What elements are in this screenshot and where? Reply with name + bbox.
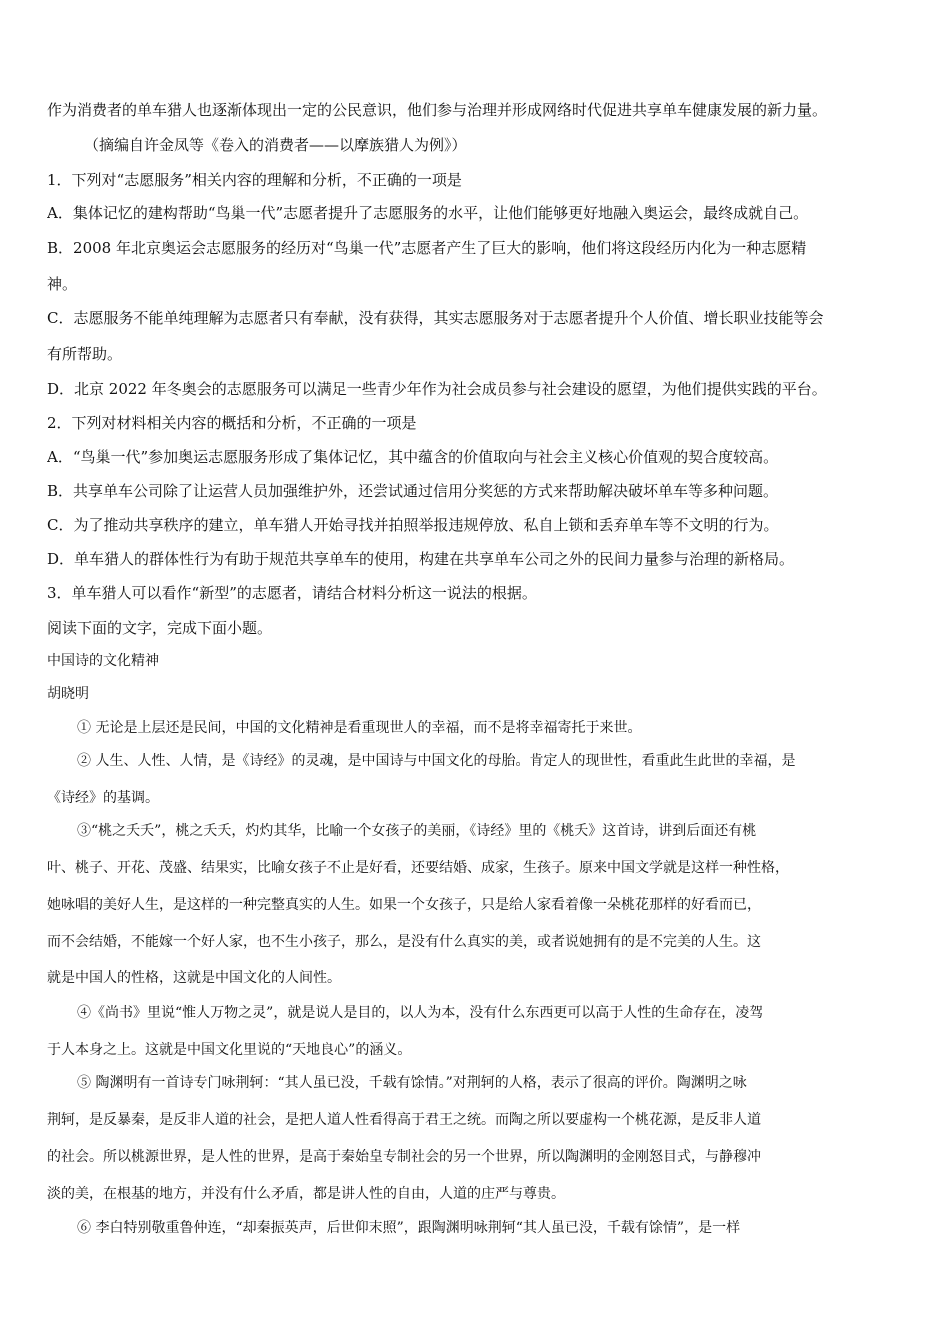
question-2: 2．下列对材料相关内容的概括和分析，不正确的一项是 — [47, 414, 417, 432]
q1-option-b: B．2008 年北京奥运会志愿服务的经历对“鸟巢一代”志愿者产生了巨大的影响，他们将这段经历内化为一种志愿精 — [47, 239, 807, 257]
paragraph-2-cont: 《诗经》的基调。 — [47, 790, 159, 806]
paragraph-3-cont: 而不会结婚，不能嫁一个好人家，也不生小孩子，那么，是没有什么真实的美，或者说她拥有的是不完美的人生。这 — [47, 934, 761, 950]
question-3: 3．单车猎人可以看作“新型”的志愿者，请结合材料分析这一说法的根据。 — [47, 584, 537, 602]
paragraph-3: ③“桃之夭夭”，桃之夭夭，灼灼其华，比喻一个女孩子的美丽，《诗经》里的《桃夭》这首诗，讲到后面还有桃 — [77, 823, 757, 839]
reading-instruction: 阅读下面的文字，完成下面小题。 — [47, 619, 273, 637]
paragraph-4: ④《尚书》里说“惟人万物之灵”，就是说人是目的，以人为本，没有什么东西更可以高于人性的生命存在，凌驾 — [77, 1005, 764, 1021]
q2-option-c: C．为了推动共享秩序的建立，单车猎人开始寻找并拍照举报违规停放、私自上锁和丢弃单车等不文明的行为。 — [47, 516, 779, 534]
paragraph-3-cont: 叶、桃子、开花、茂盛、结果实，比喻女孩子不止是好看，还要结婚、成家，生孩子。原来中国文学就是这样一种性格， — [47, 860, 789, 876]
paragraph-3-cont: 就是中国人的性格，这就是中国文化的人间性。 — [47, 970, 341, 986]
q1-option-c-cont: 有所帮助。 — [47, 345, 123, 363]
paragraph-5-cont: 的社会。所以桃源世界，是人性的世界，是高于秦始皇专制社会的另一个世界，所以陶渊明的金刚怒目式，与静穆冲 — [47, 1149, 761, 1165]
q2-option-b: B．共享单车公司除了让运营人员加强维护外，还尝试通过信用分奖惩的方式来帮助解决破坏单车等多种问题。 — [47, 482, 779, 500]
q2-option-d: D．单车猎人的群体性行为有助于规范共享单车的使用，构建在共享单车公司之外的民间力量参与治理的新格局。 — [47, 550, 795, 568]
q2-option-a: A．“鸟巢一代”参加奥运志愿服务形成了集体记忆，其中蕴含的价值取向与社会主义核心价值观的契合度较高。 — [47, 448, 779, 466]
q1-option-a: A．集体记忆的建构帮助“鸟巢一代”志愿者提升了志愿服务的水平，让他们能够更好地融入奥运会，最终成就自己。 — [47, 204, 809, 222]
text-line: 作为消费者的单车猎人也逐渐体现出一定的公民意识，他们参与治理并形成网络时代促进共享单车健康发展的新力量。 — [47, 101, 828, 119]
source-citation: （摘编自许金凤等《卷入的消费者——以摩族猎人为例》） — [84, 136, 467, 154]
paragraph-6: ⑥ 李白特别敬重鲁仲连，“却秦振英声，后世仰末照”，跟陶渊明咏荆轲“其人虽已没，千载有馀情”，是一样 — [77, 1220, 741, 1236]
article-author: 胡晓明 — [47, 686, 89, 702]
q1-option-c: C．志愿服务不能单纯理解为志愿者只有奉献，没有获得，其实志愿服务对于志愿者提升个人价值、增长职业技能等会 — [47, 309, 824, 327]
paragraph-5: ⑤ 陶渊明有一首诗专门咏荆轲：“其人虽已没，千载有馀情。”对荆轲的人格，表示了很高的评价。陶渊明之咏 — [77, 1075, 747, 1091]
paragraph-5-cont: 淡的美，在根基的地方，并没有什么矛盾，都是讲人性的自由，人道的庄严与尊贵。 — [47, 1186, 565, 1202]
paragraph-1: ① 无论是上层还是民间，中国的文化精神是看重现世人的幸福，而不是将幸福寄托于来世。 — [77, 720, 642, 736]
paragraph-2: ② 人生、人性、人情，是《诗经》的灵魂，是中国诗与中国文化的母胎。肯定人的现世性，看重此生此世的幸福，是 — [77, 753, 796, 769]
q1-option-d: D．北京 2022 年冬奥会的志愿服务可以满足一些青少年作为社会成员参与社会建设的愿望，为他们提供实践的平台。 — [47, 380, 827, 398]
question-1: 1．下列对“志愿服务”相关内容的理解和分析，不正确的一项是 — [47, 171, 462, 189]
paragraph-5-cont: 荆轲，是反暴秦，是反非人道的社会，是把人道人性看得高于君王之统。而陶之所以要虚构一个桃花源，是反非人道 — [47, 1112, 761, 1128]
article-title: 中国诗的文化精神 — [47, 653, 159, 669]
q1-option-b-cont: 神。 — [47, 275, 78, 293]
paragraph-4-cont: 于人本身之上。这就是中国文化里说的“天地良心”的涵义。 — [47, 1042, 412, 1058]
paragraph-3-cont: 她咏唱的美好人生，是这样的一种完整真实的人生。如果一个女孩子，只是给人家看着像一朵桃花那样的好看而已， — [47, 897, 761, 913]
